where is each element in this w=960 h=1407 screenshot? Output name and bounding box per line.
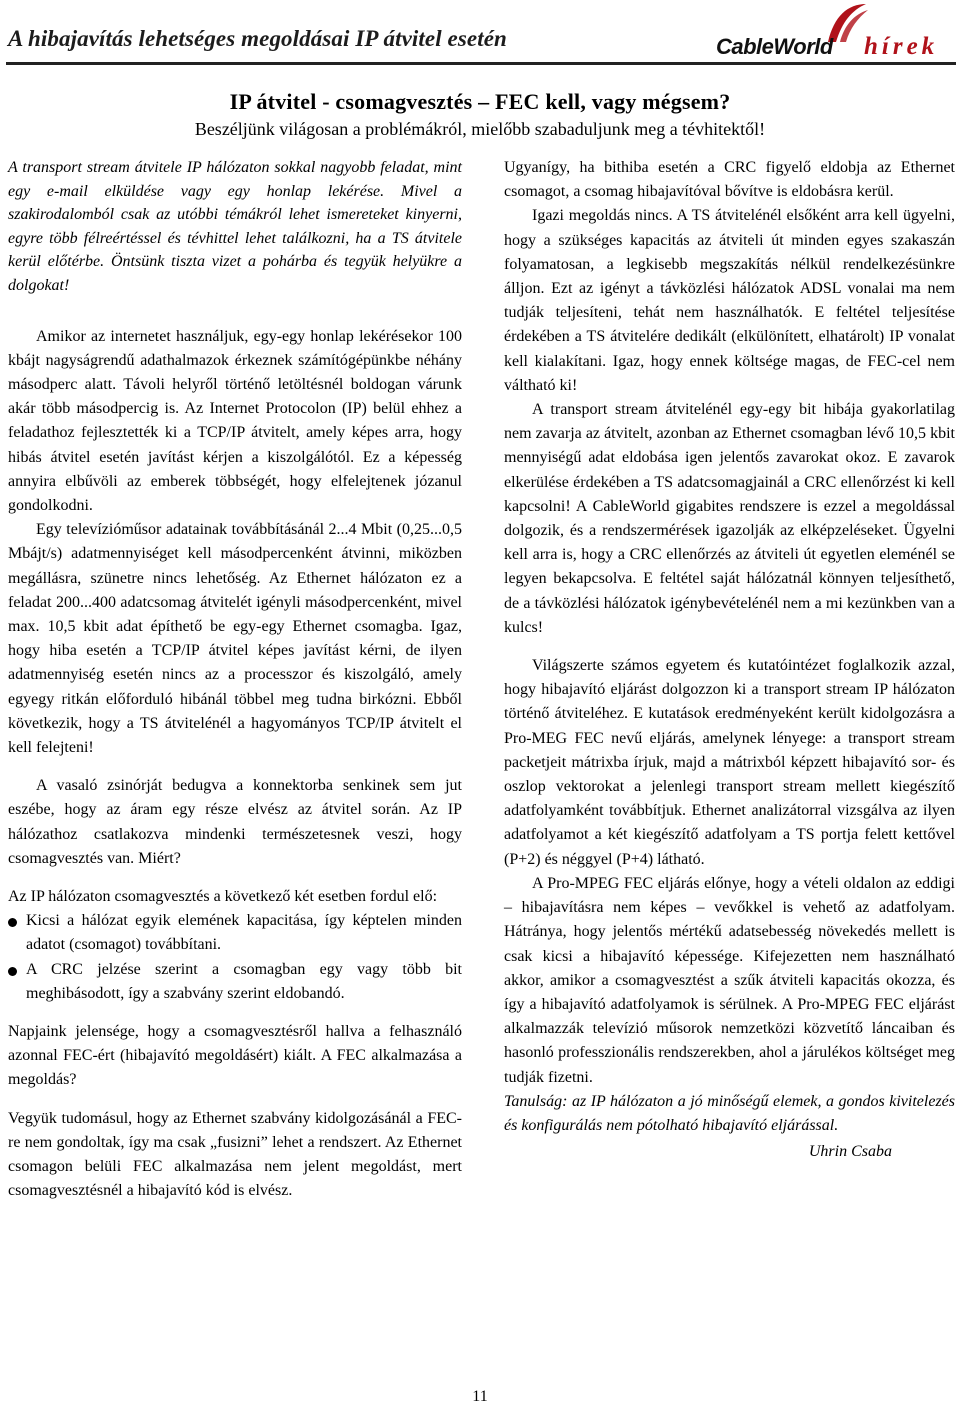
paragraph: Igazi megoldás nincs. A TS átvitelénél elsőként arra kell ügyelni, hogy a szükséges kapacitás az átviteli út minden egyes szakaszán folyamatosan, a legkisebb megszakítás nélkül rendelkezésünkre álljon. Ezt az igényt a távközlési hálózatok ADSL vonalai ma nem tudják teljesíteni, tehát nem használhatók. E feltétel teljesítése érdekében a TS átvitelére dedikált (elkülönített, elhatárolt) IP vonalat kell kialakítani. Igaz, hogy ennek költsége magas, de FEC-cel nem váltható ki!: [504, 207, 955, 394]
article-title: IP átvitel - csomagvesztés – FEC kell, vagy mégsem?: [229, 89, 731, 114]
right-column: [504, 156, 955, 1164]
bullet-icon: [8, 918, 17, 927]
header-rule: [6, 62, 956, 65]
article-subtitle: Beszéljünk világosan a problémákról, mielőbb szabaduljunk meg a tévhitektől!: [194, 119, 766, 139]
left-column: [8, 156, 462, 1203]
paragraph: Világszerte számos egyetem és kutatóintézet foglalkozik azzal, hogy hibajavító eljárást dolgozzon ki a transport stream IP hálózaton történő átviteléhez. E kutatások eredményeként került kidolgozásra a Pro-MEG FEC nevű eljárás, amelynek lényege: a transport stream packetjeit mátrixba írjuk, majd a mátrixból képzett hibajavító sor- és oszlop vektorokat a jelenlegi transport stream mellett kiegészítő adatfolyamként továbbítjuk. Ethernet analizátorral vizsgálva az ilyen adatfolyamot a két kiegészítő adatfolyam a TS portja felett kettővel (P+2) és néggyel (P+4) látható.: [504, 657, 955, 868]
paragraph: Vegyük tudomásul, hogy az Ethernet szabvány kidolgozásánál a FEC-re nem gondoltak, így ma csak „fusizni” lehet a rendszert. Az Ethernet csomagon belüli FEC alkalmazása nem jelent megoldást, mert csomagvesztésnél a hibajavító kód is elvész.: [8, 1109, 462, 1200]
paragraph: Ugyanígy, ha bithiba esetén a CRC figyelő eldobja az Ethernet csomagot, a csomag hibajavítóval bővítve is eldobásra kerül.: [504, 159, 955, 201]
closing-remark: Tanulság: az IP hálózaton a jó minőségű elemek, a gondos kivitelezés és konfigurálás nem pótolható hibajavító eljárással.: [504, 1092, 955, 1134]
paragraph: Egy televízióműsor adatainak továbbításánál 2...4 Mbit (0,25...0,5 Mbájt/s) adatmennyiséget kell másodpercenként átvinni, miközben megállásra, szünetre nincs lehetőség. Az Ethernet hálózaton ez a feladat 200...400 adatcsomag átvitelét igényli másodpercenként, mivel max. 10,5 kbit adat építhető be egy-egy Ethernet csomagba. Igaz, hogy hiba esetén a TCP/IP átvitel képes javítást kérni, de ilyen adatmennyiség esetén nincs az a processzor és kiszolgáló, amely egyegy ritkán előforduló hibánál többel meg tudna birkózni. Ebből következik, hogy a TS átvitelénél a hagyományos TCP/IP átvitelt el kell felejteni!: [8, 521, 462, 757]
list-item: [8, 958, 462, 1006]
paragraph: Amikor az internetet használjuk, egy-egy honlap lekérésekor 100 kbájt nagyságrendű adathalmazok érkeznek számítógépünkbe néhány másodperc alatt. Távoli helyről történő letöltésnél boldogan várunk akár több másodpercig is. Az Internet Protocolon (IP) belül ehhez a feladathoz fejlesztették ki a TCP/IP átvitelt, amely képes arra, hogy hibás átvitel esetén javítást kérjen a kiszolgálótól. Ez a képesség annyira elbűvöli az emberek többségét, hogy elfelejtenek józanul gondolkodni.: [8, 327, 462, 514]
header-title: A hibajavítás lehetséges megoldásai IP átvitel esetén: [8, 26, 507, 51]
paragraph: A Pro-MPEG FEC eljárás előnye, hogy a vételi oldalon az eddigi – hibajavításra nem képes – vevőkkel is vehető az adatfolyam. Hátránya, hogy jelentős mértékű adatsebesség növekedés mellett is csak kicsi a hibajavító képessége. Kifejezetten nem használható akkor, amikor a csomagvesztést a szűk átviteli kapacitás okozza, és így a hibajavító adatfolyamok is sérülnek. A Pro-MPEG FEC eljárást alkalmazzák televízió műsorok nemzetközi közvetítő láncaiban és hasonló professzionális rendszerekben, ahol a járulékos költséget meg tudják fizetni.: [504, 874, 955, 1086]
bullet-icon: [8, 967, 17, 976]
lead-paragraph: A transport stream átvitele IP hálózaton sokkal nagyobb feladat, mint egy e-mail elküldése vagy egy honlap lekérése. Mivel a szakirodalomból csak az utóbbi témákról lehet ismereteket kinyerni, egyre több félreértéssel és tévhittel lehet találkozni, ha a TS átvitele kerül előtérbe. Öntsünk tiszta vizet a pohárba és tegyük helyükre a dolgokat!: [8, 159, 462, 294]
paragraph: A transport stream átvitelénél egy-egy bit hibája gyakorlatilag nem zavarja az átvitelt, azonban az Ethernet csomagban lévő 10,5 kbit mennyiségű adat eldobása igen jelentős zavarokat okoz. E zavarok elkerülése érdekében a TS adatcsomagjainál a CRC ellenőrzést ki kell kapcsolni! A CableWorld gigabites rendszere is ezzel a megoldással dolgozik, és a rendszermérések igazolják az elképzeléseket. Ügyelni kell arra is, hogy a CRC ellenőrzés az átviteli út egyetlen eleménél se legyen bekapcsolva. E feltétel saját hálózatnál könnyen teljesíthető, de a távközlési hálózatok igénybevételénél nem a mi kezünkben van a kulcs!: [504, 401, 955, 636]
list-item-text: A CRC jelzése szerint a csomagban egy vagy több bit meghibásodott, így a szabvány szerint eldobandó.: [26, 960, 462, 1002]
cableworld-hirek-logo: [712, 2, 957, 66]
author-signature: Uhrin Csaba: [808, 1143, 892, 1161]
list-item: [8, 909, 462, 957]
logo-suffix-text: hírek: [864, 33, 939, 60]
logo-brand-text: CableWorld: [716, 34, 833, 59]
paragraph: Napjaink jelensége, hogy a csomagvesztésről hallva a felhasználó azonnal FEC-ért (hibajavító megoldásért) kiált. A FEC alkalmazása a megoldás?: [8, 1023, 462, 1089]
page-header: [0, 0, 960, 66]
page-number: 11: [472, 1388, 488, 1405]
paragraph: Az IP hálózaton csomagvesztés a következő két esetben fordul elő:: [8, 888, 438, 906]
list-item-text: Kicsi a hálózat egyik elemének kapacitása, így képtelen minden adatot (csomagot) továbbítani.: [26, 912, 462, 954]
paragraph: A vasaló zsinórját bedugva a konnektorba senkinek sem jut eszébe, hogy az áram egy része elvész az átvitel során. Az IP hálózathoz csatlakozva mindenki természetesnek veszi, hogy csomagvesztés van. Miért?: [8, 777, 462, 867]
